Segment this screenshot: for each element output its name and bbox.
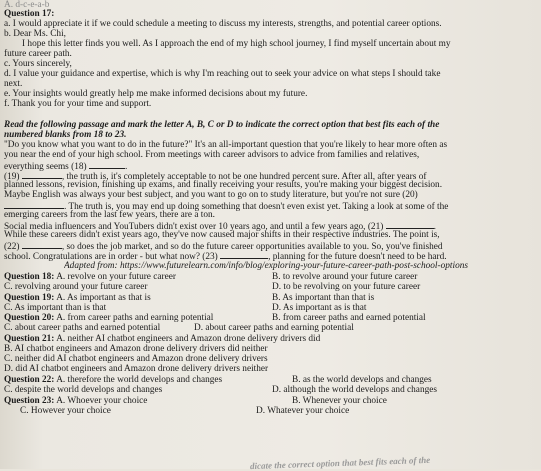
question-19-label: Question 19: — [4, 293, 55, 303]
blank-22-number: (22) — [4, 242, 20, 252]
passage-line-10: While these careers didn't exist years ago, they've now caused major shifts in their respective industries. The point is, — [4, 230, 440, 240]
previous-answer-line: A. d-c-e-a-b — [4, 0, 50, 10]
question-21-label: Question 21: — [4, 334, 55, 344]
q22-row-1 — [4, 375, 538, 385]
passage-line-7-text: . The truth is, you may end up doing something that doesn't even exist yet. Taking a look at some of the — [64, 202, 449, 212]
q23-row-2 — [20, 406, 538, 416]
blank-18[interactable] — [89, 160, 125, 169]
q22-option-a[interactable]: A. therefore the world develops and changes — [56, 375, 223, 385]
q23-row-1 — [4, 396, 538, 406]
blank-22[interactable] — [22, 240, 62, 249]
question-23-label: Question 23: — [4, 396, 55, 406]
q23-option-b[interactable]: B. Whenever your choice — [292, 396, 387, 406]
q18-row-2 — [4, 282, 538, 292]
passage-line-6: Maybe English was always your best subject, and you want to go on to study literature, but you're not sure (20) — [4, 190, 418, 200]
q20-option-b[interactable]: B. from career paths and earned potential — [272, 313, 426, 323]
question-22-label: Question 22: — [4, 375, 55, 385]
passage-line-12-text: school. Congratulations are in order - but what now? (23) — [4, 252, 218, 262]
q23-option-a[interactable]: A. Whoever your choice — [56, 396, 148, 406]
q23-option-d[interactable]: D. Whatever your choice — [256, 406, 350, 416]
cut-off-instruction-fragment: dicate the correct option that best fits each of the — [249, 454, 431, 471]
q18-option-a[interactable]: A. revolve on your future career — [56, 272, 176, 282]
blank-23[interactable] — [220, 250, 268, 259]
q21-row-1 — [4, 334, 538, 344]
question-18-label: Question 18: — [4, 272, 55, 282]
q19-option-a[interactable]: A. As important as that is — [56, 293, 151, 303]
passage-line-3-text: everything seems (18) — [4, 162, 87, 172]
passage-line-5: planned lessons, revision, finishing up exams, and finally receiving your results, you're making your biggest decision. — [4, 180, 443, 190]
passage-line-9-text: Social media influencers and YouTubers didn't exist over 10 years ago, and until a few years ago, (21) — [4, 222, 384, 232]
question-17-label: Question 17: — [4, 9, 55, 19]
blank-19-number: (19) — [4, 172, 20, 182]
q17-item-b: b. Dear Ms. Chi, — [4, 29, 66, 39]
passage-line-3-end: . — [124, 162, 128, 172]
q22-option-c[interactable]: C. despite the world develops and changes — [4, 385, 163, 395]
q17-item-d-line1: d. I value your guidance and expertise, which is why I'm reaching out to seek your advice on what steps I should take — [4, 69, 441, 79]
q20-option-c[interactable]: C. about career paths and earned potential — [4, 323, 161, 333]
passage-line-8: emerging careers from the last few years, there are a ton. — [4, 210, 215, 220]
q19-row-2 — [4, 303, 538, 313]
q21-option-d[interactable]: D. did AI chatbot engineers and Amazon drone delivery drivers neither — [4, 364, 269, 374]
q17-item-b-line2: future career path. — [4, 49, 72, 59]
q20-row-2 — [4, 323, 538, 333]
q17-item-f: f. Thank you for your time and support. — [4, 99, 152, 109]
passage-line-1: "Do you know what you want to do in the future?" It's an all-important question that you're likely to hear more often as — [4, 140, 448, 150]
q19-option-b[interactable]: B. As important than that is — [272, 293, 375, 303]
q18-row-1 — [4, 272, 538, 282]
blank-21[interactable] — [386, 220, 434, 229]
q17-item-d-line2: next. — [4, 79, 23, 89]
q17-item-a: a. I would appreciate it if we could schedule a meeting to discuss my interests, strengths, and potential career options. — [4, 19, 442, 29]
q22-option-b[interactable]: B. as the world develops and changes — [292, 375, 432, 385]
q19-option-d[interactable]: D. As important as is that — [272, 303, 367, 313]
q17-item-b-line1: I hope this letter finds you well. As I approach the end of my high school journey, I find myself uncertain about my — [22, 39, 451, 49]
passage-line-12-end: , planning for the future doesn't need to be hard. — [268, 252, 447, 262]
q19-option-c[interactable]: C. As important than is that — [4, 303, 107, 313]
passage-line-11-text: , so does the job market, and so do the future career opportunities available to you. So, you've finished — [61, 242, 443, 252]
q20-option-a[interactable]: A. from career paths and earning potential — [56, 313, 214, 323]
q17-item-c: c. Yours sincerely, — [4, 59, 72, 69]
q22-option-d[interactable]: D. although the world develops and changes — [272, 385, 437, 395]
q23-option-c[interactable]: C. However your choice — [20, 406, 111, 416]
q21-option-c[interactable]: C. neither did AI chatbot engineers and Amazon drone delivery drivers — [4, 354, 268, 364]
q20-option-d[interactable]: D. about career paths and earning potential — [194, 323, 354, 333]
q18-option-d[interactable]: D. to be revolving on your future career — [272, 282, 421, 292]
blank-19[interactable] — [22, 170, 62, 179]
instruction-line-2: numbered blanks from 18 to 23. — [4, 130, 127, 140]
question-20-label: Question 20: — [4, 313, 55, 323]
instruction-line-1: Read the following passage and mark the letter A, B, C or D to indicate the correct option that best fits each of the — [4, 120, 440, 130]
q18-option-c[interactable]: C. revolving around your future career — [4, 282, 148, 292]
passage-line-2: you near the end of your high school. From meetings with career advisors to advice from families and relatives, — [4, 150, 420, 160]
q22-row-2 — [4, 385, 538, 395]
q18-option-b[interactable]: B. to revolve around your future career — [272, 272, 418, 282]
q20-row-1 — [4, 313, 538, 323]
q17-item-e: e. Your insights would greatly help me make informed decisions about my future. — [4, 89, 308, 99]
blank-20[interactable] — [4, 200, 64, 209]
passage-source: Adapted from: https://www.futurelearn.com/info/blog/exploring-your-future-career-path-post-school-options — [64, 261, 468, 271]
passage-line-4-text: , the truth is, it's completely acceptable to not be one hundred percent sure. After all, after years of — [61, 172, 427, 182]
passage-line-9-end: . — [433, 222, 436, 232]
q19-row-1 — [4, 293, 538, 303]
q21-option-b[interactable]: B. AI chatbot engineers and Amazon drone delivery drivers did neither — [4, 344, 268, 354]
q21-option-a[interactable]: A. neither AI chatbot engineers and Amazon drone delivery drivers did — [56, 334, 321, 344]
